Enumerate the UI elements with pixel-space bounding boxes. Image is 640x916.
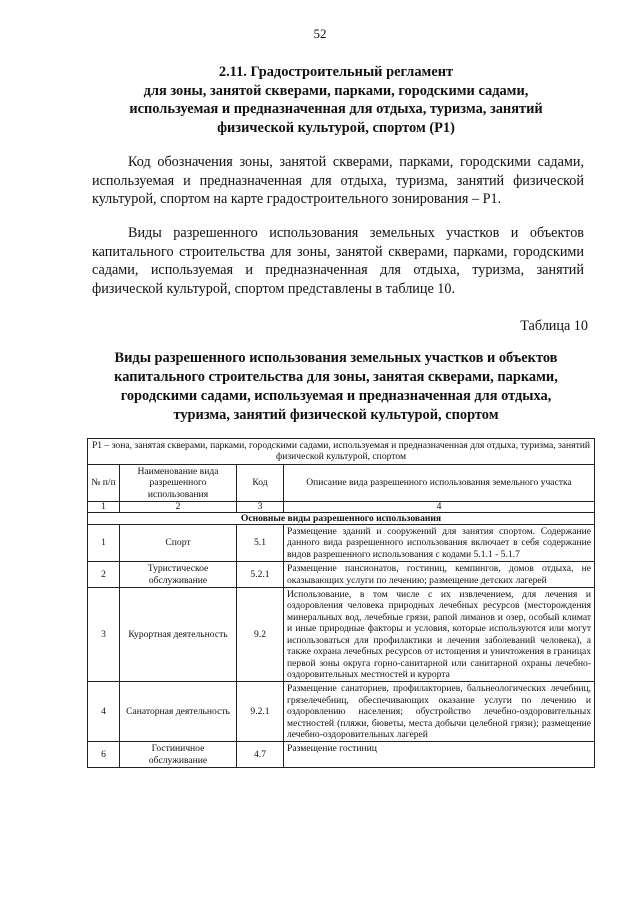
table-header-row — [88, 464, 595, 501]
table-row — [88, 682, 595, 742]
column-number-row — [88, 502, 595, 513]
column-header: Код — [237, 464, 284, 501]
use-description: Размещение санаториев, профилакториев, бальнеологических лечебниц, грязелечебниц, обеспечивающих оказание услуги по лечению и оздоровлению населения; обустройство лечебно-оздоровительных местностей (пляжи, бюветы, места добычи целебной грязи); размещение лечебно-оздоровительных лагерей — [284, 682, 595, 742]
use-code: 9.2.1 — [237, 682, 284, 742]
use-description: Использование, в том числе с их извлечением, для лечения и оздоровления человека природных лечебных ресурсов (месторождения минеральных вод, лечебные грязи, рапой лиманов и озер, особый климат и иные природные факторы и условия, которые используются или могут использоваться для профилактики и лечения заболеваний человека), а также охрана лечебных ресурсов от истощения и уничтожения в границах первой зоны округа горно-санитарной или санитарной охраны лечебно-оздоровительных местностей и курорта — [284, 588, 595, 682]
use-description: Размещение пансионатов, гостиниц, кемпингов, домов отдыха, не оказывающих услуги по лечению; размещение детских лагерей — [284, 562, 595, 588]
use-name: Спорт — [120, 525, 237, 562]
column-header: Описание вида разрешенного использования земельного участка — [284, 464, 595, 501]
column-header: № п/п — [88, 464, 120, 501]
row-number: 4 — [88, 682, 120, 742]
column-number: 2 — [120, 502, 237, 513]
page-number: 52 — [313, 26, 327, 41]
use-code: 9.2 — [237, 588, 284, 682]
use-name: Гостиничное обслуживание — [120, 742, 237, 768]
row-number: 6 — [88, 742, 120, 768]
permitted-uses-paragraph: Виды разрешенного использования земельных участков и объектов капитального строительства для зоны, занятой скверами, парками, городскими садами, используемая и предназначенная для отдыха, туризма, занятий физической культурой, спортом представлены в таблице 10. — [92, 225, 584, 297]
zone-banner: Р1 – зона, занятая скверами, парками, городскими садами, используемая и предназначенная для отдыха, туризма, занятий физической культурой, спортом — [88, 439, 595, 465]
row-number: 3 — [88, 588, 120, 682]
section-heading-line: физической культурой, спортом (Р1) — [217, 119, 455, 136]
table-heading-line: капитального строительства для зоны, занятая скверами, парками, — [114, 369, 558, 385]
row-number: 2 — [88, 562, 120, 588]
section-heading-line: используемая и предназначенная для отдыха, туризма, занятий — [129, 101, 543, 117]
use-code: 5.1 — [237, 525, 284, 562]
group-title-row — [88, 513, 595, 525]
table-row — [88, 742, 595, 768]
use-name: Курортная деятельность — [120, 588, 237, 682]
section-heading-line: 2.11. Градостроительный регламент — [218, 64, 454, 80]
table-row — [88, 562, 595, 588]
zone-code-paragraph: Код обозначения зоны, занятой скверами, парками, городскими садами, используемая и предназначенная для отдыха, туризма, занятий физической культурой, спортом на карте градостроительного зонирования – Р1. — [92, 154, 584, 208]
use-name: Туристическое обслуживание — [120, 562, 237, 588]
zone-banner-row — [88, 439, 595, 465]
table-row — [88, 525, 595, 562]
column-number: 4 — [284, 502, 595, 513]
group-title: Основные виды разрешенного использования — [88, 513, 595, 525]
column-header: Наименование вида разрешенного использования — [120, 464, 237, 501]
permitted-uses-table — [87, 438, 595, 768]
column-number: 1 — [88, 502, 120, 513]
use-code: 5.2.1 — [237, 562, 284, 588]
row-number: 1 — [88, 525, 120, 562]
use-description: Размещение гостиниц — [284, 742, 595, 768]
table-heading-line: городскими садами, используемая и предназначенная для отдыха, — [120, 388, 552, 404]
table-heading — [80, 349, 592, 425]
use-code: 4.7 — [237, 742, 284, 768]
use-name: Санаторная деятельность — [120, 682, 237, 742]
section-heading — [80, 63, 592, 137]
section-heading-line: для зоны, занятой скверами, парками, городскими садами, — [143, 82, 529, 99]
table-row — [88, 588, 595, 682]
table-heading-line: Виды разрешенного использования земельных участков и объектов — [114, 350, 558, 366]
table-heading-line: туризма, занятий физической культурой, спортом — [173, 407, 499, 423]
use-description: Размещение зданий и сооружений для занятия спортом. Содержание данного вида разрешенного использования включает в себя содержание видов разрешенного использования с кодами 5.1.1 - 5.1.7 — [284, 525, 595, 562]
column-number: 3 — [237, 502, 284, 513]
table-label: Таблица 10 — [520, 318, 588, 334]
